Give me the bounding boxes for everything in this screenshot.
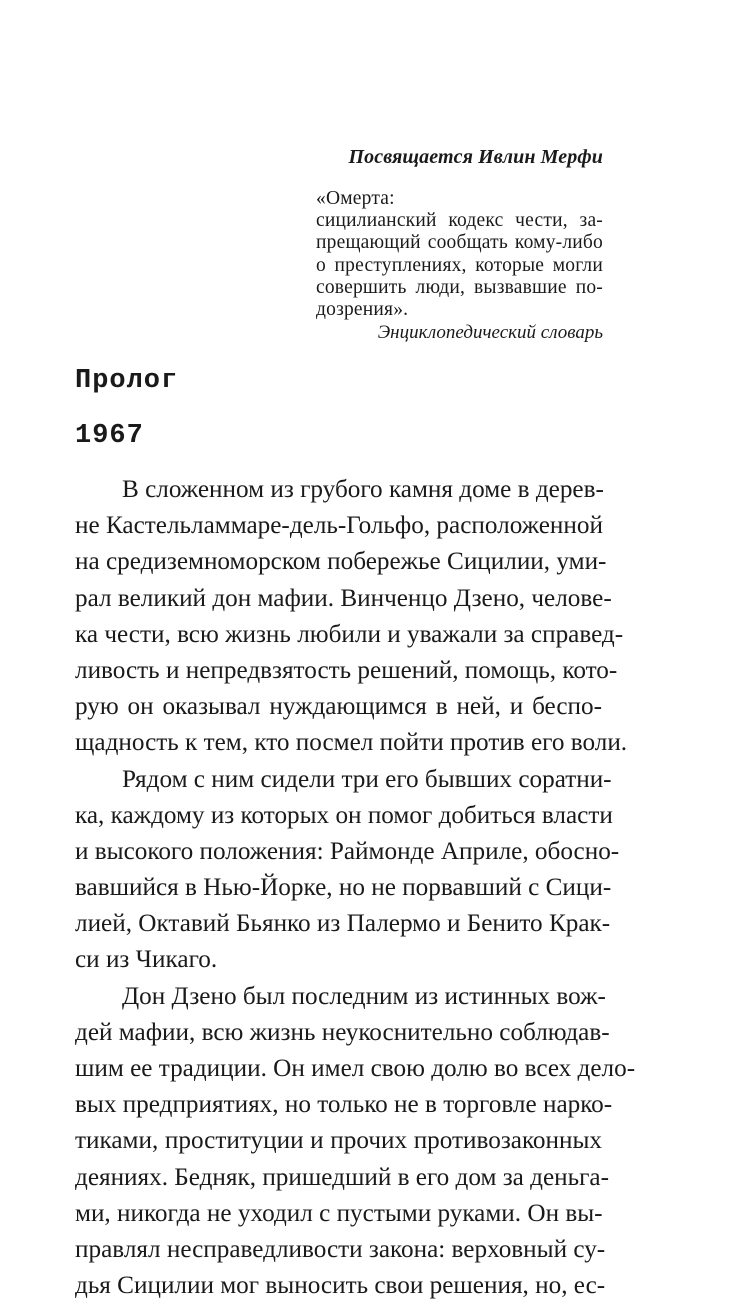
epigraph-source: Энциклопедический словарь bbox=[377, 322, 603, 343]
chapter-title: Пролог bbox=[75, 366, 179, 396]
text-line: не Кастельламмаре-дель-Гольфо, расположенной bbox=[75, 512, 603, 540]
epigraph bbox=[316, 188, 603, 321]
chapter-year: 1967 bbox=[75, 421, 144, 451]
text-line: и высокого положения: Раймонде Априле, обосно- bbox=[75, 837, 620, 865]
text-line: вых предприятиях, но только не в торговле нарко- bbox=[75, 1091, 613, 1119]
dedication: Посвящается Ивлин Мерфи bbox=[348, 146, 603, 168]
paragraph bbox=[75, 979, 636, 1304]
paragraph bbox=[75, 472, 628, 762]
body-text bbox=[75, 472, 636, 1304]
epigraph-line: прещающий сообщать кому-либо bbox=[316, 232, 603, 254]
text-line: на средиземноморском побережье Сицилии, уми- bbox=[75, 548, 607, 576]
text-line: дей мафии, всю жизнь неукоснительно соблюдав- bbox=[75, 1018, 610, 1046]
text-line: правлял несправедливости закона: верховный су- bbox=[75, 1235, 606, 1263]
text-line: ливость и непредвзятость решений, помощь, кото- bbox=[75, 656, 618, 684]
text-line: лией, Октавий Бьянко из Палермо и Бенито Крак- bbox=[75, 910, 611, 938]
text-line: шим ее традиции. Он имел свою долю во всех дело- bbox=[75, 1055, 636, 1082]
epigraph-line: дозрения». bbox=[316, 299, 409, 321]
text-line: тиками, проституции и прочих противозаконных bbox=[75, 1127, 602, 1155]
text-line: деяниях. Бедняк, пришедший в его дом за деньга- bbox=[75, 1163, 610, 1191]
text-line: Дон Дзено был последним из истинных вож- bbox=[122, 982, 606, 1010]
text-line: ка чести, всю жизнь любили и уважали за справед- bbox=[75, 620, 624, 648]
text-line: ми, никогда не уходил с пустыми руками. Он вы- bbox=[75, 1199, 603, 1227]
text-line: си из Чикаго. bbox=[75, 946, 218, 974]
text-line: дья Сицилии мог выносить свои решения, но, ес- bbox=[75, 1272, 606, 1300]
epigraph-line: совершить люди, вызвавшие по- bbox=[316, 276, 603, 298]
text-line: вавшийся в Нью-Йорке, но не порвавший с Сици- bbox=[75, 874, 612, 902]
text-line: рал великий дон мафии. Винченцо Дзено, челове- bbox=[75, 584, 612, 612]
text-line: щадность к тем, кто посмел пойти против его воли. bbox=[75, 729, 628, 757]
text-line: ка, каждому из которых он помог добиться власти bbox=[75, 801, 613, 829]
text-line: Рядом с ним сидели три его бывших соратни- bbox=[122, 765, 612, 793]
epigraph-line: о преступлениях, которые могли bbox=[316, 254, 603, 276]
paragraph bbox=[75, 762, 620, 979]
epigraph-line: «Омерта: bbox=[316, 188, 395, 209]
text-line: рую он оказывал нуждающимся в ней, и беспо- bbox=[75, 693, 602, 721]
text-line: В сложенном из грубого камня доме в дерев- bbox=[122, 476, 604, 503]
epigraph-line: сицилианский кодекс чести, за- bbox=[316, 210, 603, 232]
